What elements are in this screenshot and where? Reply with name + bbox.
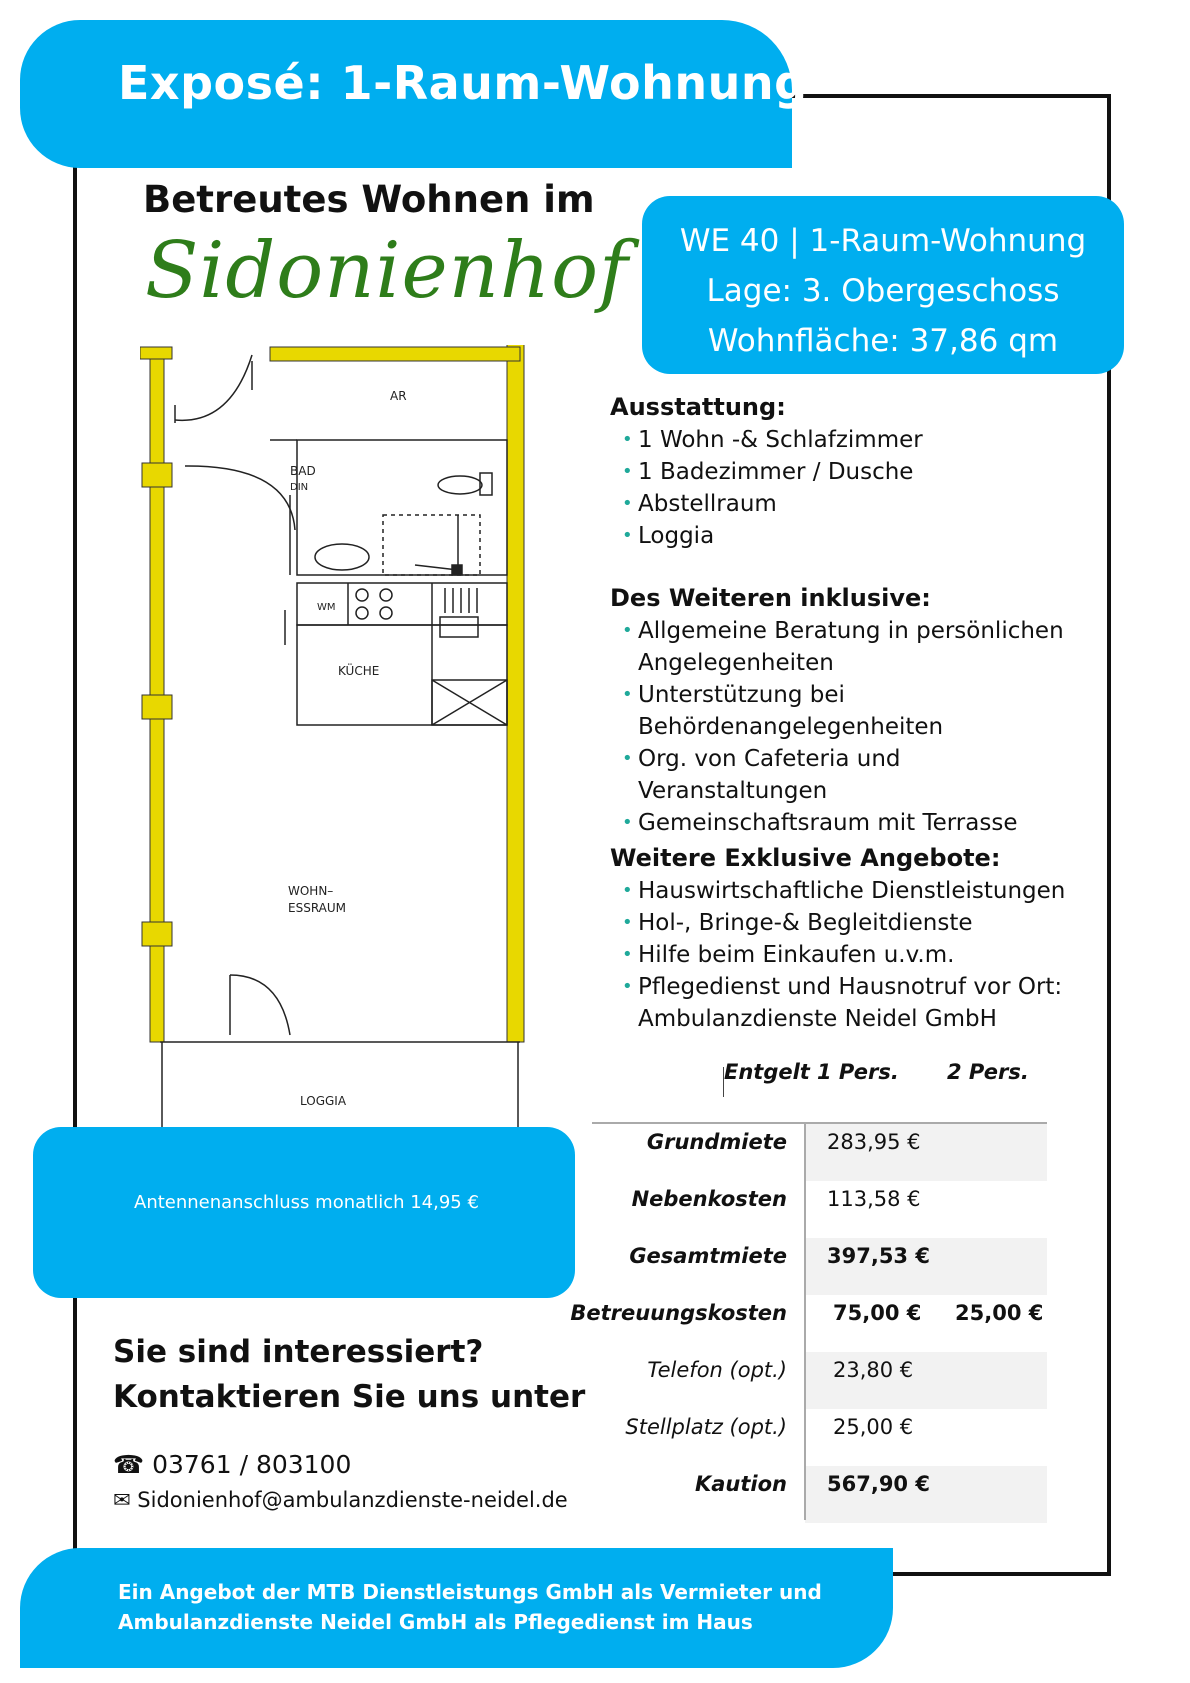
page-title: Exposé: 1-Raum-Wohnung xyxy=(118,56,808,110)
bullet-icon: • xyxy=(622,748,633,769)
list-item: • Allgemeine Beratung in persönlichen Angelegenheiten xyxy=(610,615,1088,679)
header-1pers: 1 Pers. xyxy=(817,1060,899,1084)
bullet-icon: • xyxy=(622,493,633,514)
floor-plan xyxy=(140,345,540,1135)
feature-list xyxy=(610,615,1088,839)
feature-list xyxy=(610,424,1088,552)
table-divider xyxy=(592,1122,1047,1124)
bullet-icon: • xyxy=(622,620,633,641)
list-item: • Unterstützung bei Behördenangelegenheiten xyxy=(610,679,1088,743)
list-item: • 1 Wohn -& Schlafzimmer xyxy=(610,424,1088,456)
antenna-note: Antennenanschluss monatlich 14,95 € xyxy=(134,1192,479,1213)
bullet-icon: • xyxy=(622,944,633,965)
info-unit: WE 40 | 1-Raum-Wohnung xyxy=(679,223,1087,259)
section-title: Ausstattung: xyxy=(610,393,786,421)
section-title: Des Weiteren inklusive: xyxy=(610,584,931,612)
list-item: • Org. von Cafeteria und Veranstaltungen xyxy=(610,743,1088,807)
info-area: Wohnfläche: 37,86 qm xyxy=(707,323,1059,359)
list-item: • Hol-, Bringe-& Begleitdienste xyxy=(610,907,1088,939)
contact-phone xyxy=(113,1450,351,1479)
table-row: Betreuungskosten 75,00 € 25,00 € xyxy=(570,1301,1044,1325)
wall-top-left xyxy=(140,347,172,359)
bullet-icon: • xyxy=(622,429,633,450)
apartment-info-box xyxy=(642,196,1124,374)
label-wm: WM xyxy=(317,602,336,613)
header-2pers: 2 Pers. xyxy=(947,1060,1029,1084)
contact-heading: Sie sind interessiert? Kontaktieren Sie uns unter xyxy=(113,1334,586,1415)
contact-email xyxy=(113,1488,568,1512)
section-exklusiv xyxy=(610,842,1088,1035)
bullet-icon: • xyxy=(622,684,633,705)
email-link[interactable]: Sidonienhof@ambulanzdienste-neidel.de xyxy=(137,1488,568,1512)
list-item: • Hilfe beim Einkaufen u.v.m. xyxy=(610,939,1088,971)
table-row: Gesamtmiete 397,53 € xyxy=(592,1238,1047,1295)
section-title: Weitere Exklusive Angebote: xyxy=(610,844,1001,872)
section-inklusive xyxy=(610,582,1088,839)
label-essraum: ESSRAUM xyxy=(288,901,347,915)
phone-number[interactable]: 03761 / 803100 xyxy=(152,1450,352,1479)
label-loggia: LOGGIA xyxy=(300,1094,347,1108)
list-item: • Loggia xyxy=(610,520,1088,552)
bullet-icon: • xyxy=(622,880,633,901)
pillar-3 xyxy=(142,922,172,946)
list-item: • Abstellraum xyxy=(610,488,1088,520)
table-divider xyxy=(723,1067,724,1097)
table-row: Grundmiete 283,95 € xyxy=(592,1124,1047,1181)
bullet-icon: • xyxy=(622,461,633,482)
footer-text: Ein Angebot der MTB Dienstleistungs GmbH als Vermieter und Ambulanzdienste Neidel GmbH als Pflegedienst im Haus xyxy=(118,1580,822,1634)
phone-icon: ☎ xyxy=(113,1450,145,1479)
label-wohn: WOHN– xyxy=(288,884,334,898)
bullet-icon: • xyxy=(622,812,633,833)
mail-icon: ✉ xyxy=(113,1488,131,1512)
bullet-icon: • xyxy=(622,525,633,546)
bullet-icon: • xyxy=(622,912,633,933)
bullet-icon: • xyxy=(622,976,633,997)
info-floor: Lage: 3. Obergeschoss xyxy=(706,273,1060,309)
pillar-1 xyxy=(142,463,172,487)
header-entgelt: Entgelt xyxy=(724,1060,810,1084)
table-row: Stellplatz (opt.) 25,00 € xyxy=(625,1415,914,1439)
table-row: Kaution 567,90 € xyxy=(592,1466,1047,1523)
brand-logo-script: Sidonienhof xyxy=(145,226,629,316)
list-item: • 1 Badezimmer / Dusche xyxy=(610,456,1088,488)
price-table xyxy=(570,1060,1047,1530)
feature-list xyxy=(610,875,1088,1035)
section-ausstattung xyxy=(610,391,1088,552)
label-bad: BAD xyxy=(290,464,316,478)
label-ar: AR xyxy=(390,389,407,403)
list-item: • Pflegedienst und Hausnotruf vor Ort: Ambulanzdienste Neidel GmbH xyxy=(610,971,1088,1035)
wall-top xyxy=(270,347,520,361)
table-row: Nebenkosten 113,58 € xyxy=(631,1187,921,1211)
list-item: • Gemeinschaftsraum mit Terrasse xyxy=(610,807,1088,839)
label-din: DIN xyxy=(290,482,309,493)
brand-line: Betreutes Wohnen im xyxy=(143,178,595,221)
label-kueche: KÜCHE xyxy=(338,664,380,678)
table-divider xyxy=(804,1124,806,1520)
pillar-2 xyxy=(142,695,172,719)
wall-right xyxy=(507,345,524,1042)
list-item: • Hauswirtschaftliche Dienstleistungen xyxy=(610,875,1088,907)
table-row: Telefon (opt.) 23,80 € xyxy=(592,1352,1047,1409)
